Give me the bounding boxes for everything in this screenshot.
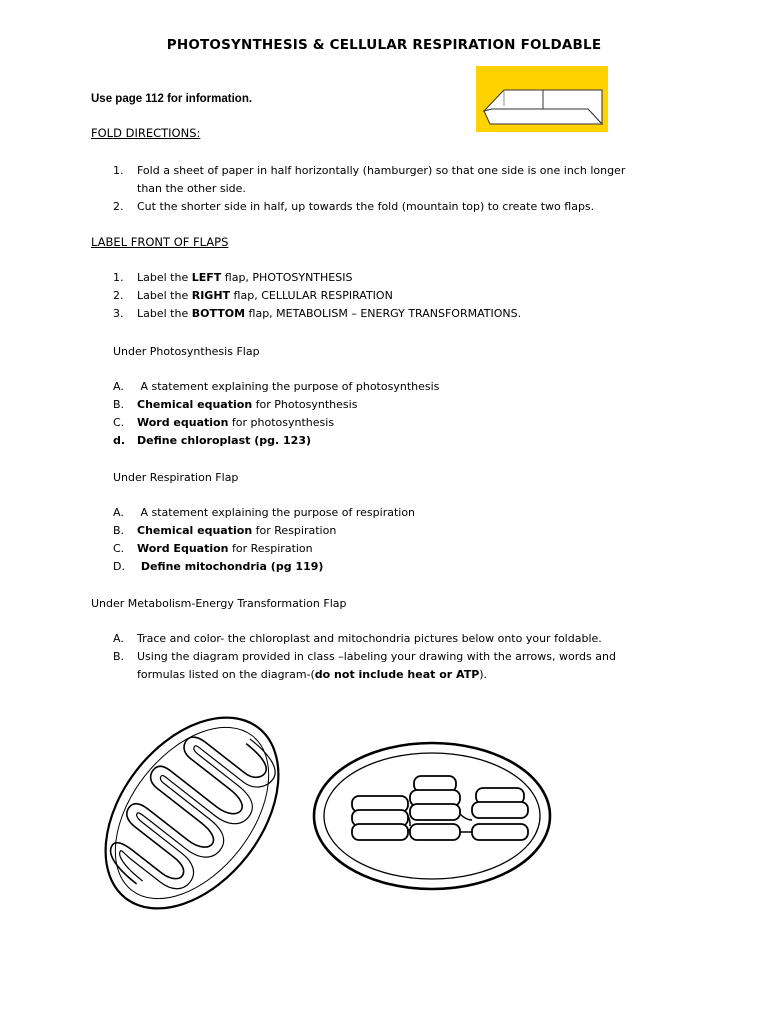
list-letter: B.	[113, 650, 125, 663]
item-text: ).	[479, 668, 488, 681]
resp-item-c	[113, 540, 313, 558]
photo-item-a	[113, 378, 439, 396]
metabolism-flap-heading: Under Metabolism-Energy Transformation Flap	[91, 597, 347, 610]
fold-item-text: Fold a sheet of paper in half horizontally (hamburger) so that one side is one inch longer	[137, 164, 626, 177]
list-letter: A.	[113, 506, 124, 519]
item-bold: Define chloroplast (pg. 123)	[137, 434, 312, 447]
fold-directions-heading: FOLD DIRECTIONS:	[91, 126, 201, 140]
resp-item-d	[113, 558, 323, 576]
respiration-flap-heading: Under Respiration Flap	[113, 471, 239, 484]
item-bold: do not include heat or ATP	[314, 668, 480, 681]
fold-item-text-cont: than the other side.	[137, 182, 246, 195]
item-text: Using the diagram provided in class –labeling your drawing with the arrows, words and	[137, 650, 616, 663]
item-text: for Respiration	[228, 542, 313, 555]
list-number: 2.	[113, 200, 124, 213]
list-letter: B.	[113, 398, 125, 411]
label-bold: BOTTOM	[191, 307, 246, 320]
fold-item-1	[113, 162, 625, 198]
label-text: flap, METABOLISM – ENERGY TRANSFORMATIONS.	[245, 307, 522, 320]
intro-note: Use page 112 for information.	[91, 93, 253, 105]
list-letter: C.	[113, 542, 125, 555]
meta-item-a	[113, 630, 602, 648]
item-text: for Respiration	[252, 524, 337, 537]
label-text: flap, CELLULAR RESPIRATION	[230, 289, 393, 302]
list-number: 1.	[113, 164, 124, 177]
item-text-cont: formulas listed on the diagram-(	[137, 668, 315, 681]
label-bold: RIGHT	[191, 289, 231, 302]
label-bold: LEFT	[191, 271, 222, 284]
resp-item-b	[113, 522, 336, 540]
item-bold: Chemical equation	[137, 524, 253, 537]
label-item-1	[113, 269, 352, 287]
mitochondrion-icon	[72, 698, 312, 928]
label-text: Label the	[137, 307, 192, 320]
item-text: for photosynthesis	[228, 416, 335, 429]
item-bold: Word Equation	[137, 542, 229, 555]
meta-item-b	[113, 648, 616, 684]
list-letter: D.	[113, 560, 125, 573]
resp-item-a	[113, 504, 415, 522]
fold-item-text: Cut the shorter side in half, up towards the fold (mountain top) to create two flaps.	[137, 200, 595, 213]
item-text: A statement explaining the purpose of respiration	[137, 506, 416, 519]
list-number: 1.	[113, 271, 124, 284]
label-text: Label the	[137, 289, 192, 302]
fold-item-2	[113, 198, 594, 216]
list-letter: d.	[113, 434, 126, 447]
label-item-2	[113, 287, 393, 305]
photo-item-c	[113, 414, 334, 432]
label-text: Label the	[137, 271, 192, 284]
photo-item-d	[113, 432, 311, 450]
item-bold: Chemical equation	[137, 398, 253, 411]
item-bold: Define mitochondria (pg 119)	[137, 560, 324, 573]
list-letter: A.	[113, 632, 124, 645]
label-text: flap, PHOTOSYNTHESIS	[221, 271, 353, 284]
list-number: 3.	[113, 307, 124, 320]
folded-paper-icon	[476, 66, 608, 132]
label-item-3	[113, 305, 521, 323]
chloroplast-icon	[310, 738, 554, 894]
item-text: for Photosynthesis	[252, 398, 358, 411]
list-number: 2.	[113, 289, 124, 302]
list-letter: C.	[113, 416, 125, 429]
list-letter: B.	[113, 524, 125, 537]
page-title: PHOTOSYNTHESIS & CELLULAR RESPIRATION FOLDABLE	[166, 37, 602, 53]
item-bold: Word equation	[137, 416, 229, 429]
item-text: A statement explaining the purpose of photosynthesis	[137, 380, 440, 393]
photosynthesis-flap-heading: Under Photosynthesis Flap	[113, 345, 260, 358]
photo-item-b	[113, 396, 357, 414]
item-text: Trace and color- the chloroplast and mitochondria pictures below onto your foldable.	[137, 632, 602, 645]
label-flaps-heading: LABEL FRONT OF FLAPS	[91, 235, 229, 249]
list-letter: A.	[113, 380, 124, 393]
